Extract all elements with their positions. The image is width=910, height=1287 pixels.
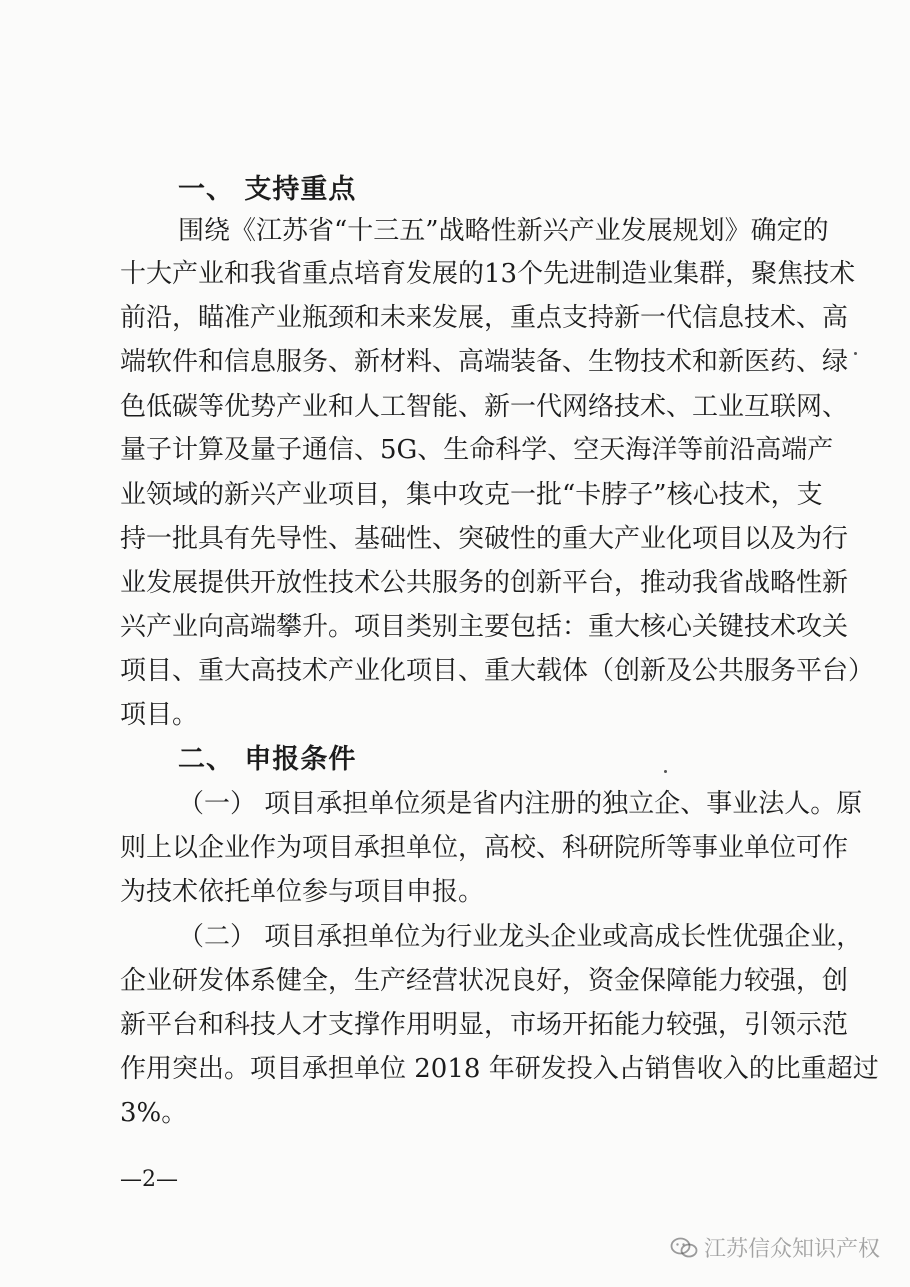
paragraph-line: 为技术依托单位参与项目申报。 [120, 877, 485, 907]
paragraph-line: 新平台和科技人才支撑作用明显，市场开拓能力较强，引领示范 [120, 1010, 849, 1040]
paragraph-line: 兴产业向高端攀升。项目类别主要包括：重大核心关键技术攻关 [120, 612, 849, 642]
page-number: —2— [120, 1167, 178, 1192]
watermark [670, 1232, 880, 1263]
paragraph-line: 围绕《江苏省“十三五”战略性新兴产业发展规划》确定的 [178, 216, 829, 246]
watermark-text: 江苏信众知识产权 [704, 1237, 881, 1262]
paragraph-line: 业发展提供开放性技术公共服务的创新平台，推动我省战略性新 [120, 568, 849, 598]
paragraph-line: 量子计算及量子通信、5G、生命科学、空天海洋等前沿高端产 [120, 435, 834, 465]
paragraph-line: 色低碳等优势产业和人工智能、新一代网络技术、工业互联网、 [120, 392, 849, 422]
paragraph-line: 持一批具有先导性、基础性、突破性的重大产业化项目以及为行 [120, 524, 849, 554]
paragraph-line: 业领域的新兴产业项目，集中攻克一批“卡脖子”核心技术，支 [120, 480, 823, 510]
paragraph-line: 项目。 [120, 700, 199, 730]
paragraph-line: 则上以企业作为项目承担单位，高校、科研院所等事业单位可作 [120, 833, 849, 863]
paragraph-line: 作用突出。项目承担单位 2018 年研发投入占销售收入的比重超过 [120, 1054, 879, 1084]
paragraph-line: 前沿，瞄准产业瓶颈和未来发展，重点支持新一代信息技术、高 [120, 303, 849, 333]
paragraph-line: （二） 项目承担单位为行业龙头企业或高成长性优强企业， [178, 922, 863, 952]
scan-speck [854, 352, 857, 355]
section-heading-support-focus: 一、 支持重点 [178, 174, 357, 205]
section-heading-application-conditions: 二、 申报条件 [178, 744, 357, 775]
paragraph-line: （一） 项目承担单位须是省内注册的独立企、事业法人。原 [178, 789, 863, 819]
paragraph-line: 企业研发体系健全，生产经营状况良好，资金保障能力较强，创 [120, 966, 849, 996]
paragraph-line: 端软件和信息服务、新材料、高端装备、生物技术和新医药、绿 [120, 347, 849, 377]
paragraph-line: 项目、重大高技术产业化项目、重大载体（创新及公共服务平台） [120, 656, 875, 686]
paragraph-line: 十大产业和我省重点培育发展的13个先进制造业集群，聚焦技术 [120, 259, 856, 289]
scan-speck [664, 770, 667, 773]
wechat-icon [670, 1237, 698, 1259]
paragraph-line: 3%。 [120, 1098, 188, 1128]
